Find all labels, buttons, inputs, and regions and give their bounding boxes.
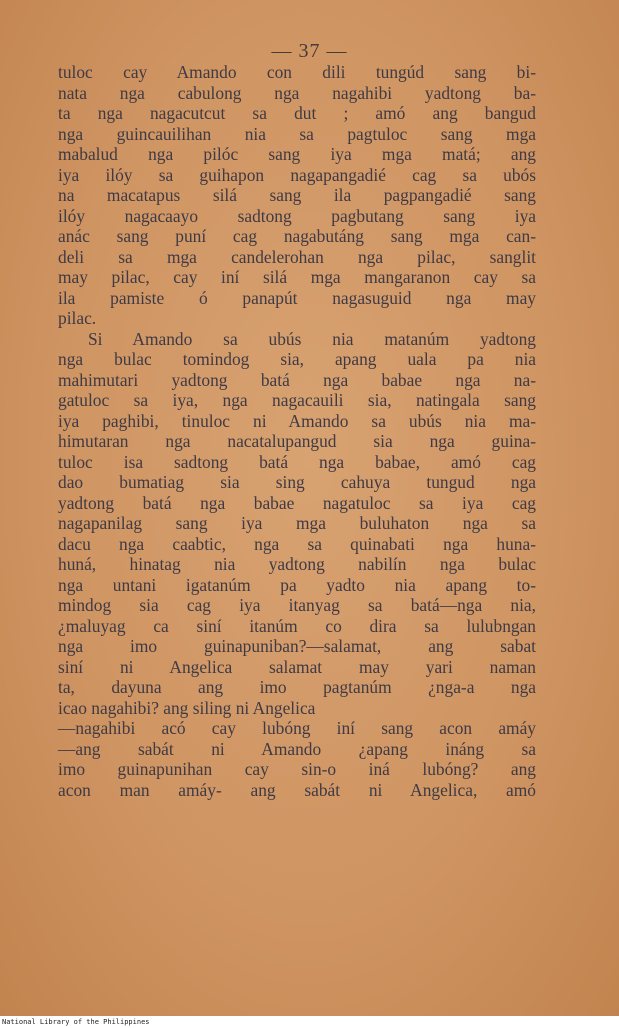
- text-line: siní ni Angelica salamat may yari naman: [58, 656, 536, 677]
- text-line: nga bulac tomindog sia, apang uala pa nia: [58, 349, 536, 369]
- text-line: iya paghibi, tinuloc ni Amando sa ubús nia ma-: [58, 410, 536, 431]
- text-line: —nagahibi acó cay lubóng iní sang acon amáy: [58, 718, 536, 738]
- text-line: Si Amando sa ubús nia matanúm yadtong: [88, 328, 536, 349]
- text-line: ilóy nagacaayo sadtong pagbutang sang iya: [58, 205, 536, 226]
- text-line: ¿maluyag ca siní itanúm co dira sa lulubngan: [58, 615, 536, 636]
- text-line: tuloc cay Amando con dili tungúd sang bi-: [58, 62, 536, 82]
- text-line: yadtong batá nga babae nagatuloc sa iya cag: [58, 492, 536, 513]
- text-line: nga guincauilihan nia sa pagtuloc sang mga: [58, 123, 536, 144]
- body-text: [58, 62, 536, 800]
- text-line: anác sang puní cag nagabutáng sang mga can-: [58, 226, 536, 246]
- text-line: na macatapus silá sang ila pagpangadié sang: [58, 185, 536, 205]
- text-line: nata nga cabulong nga nagahibi yadtong ba-: [58, 82, 536, 103]
- text-line: ta, dayuna ang imo pagtanúm ¿nga-a nga: [58, 677, 536, 697]
- text-line: pilac.: [58, 308, 97, 328]
- text-line: nagapanilag sang iya mga buluhaton nga sa: [58, 513, 536, 533]
- text-line: mindog sia cag iya itanyag sa batá—nga nia,: [58, 595, 536, 615]
- text-line: icao nagahibi? ang siling ni Angelica: [58, 697, 316, 718]
- text-line: gatuloc sa iya, nga nagacauili sia, natingala sang: [58, 390, 536, 410]
- text-line: himutaran nga nacatalupangud sia nga guina-: [58, 431, 536, 451]
- text-line: iya ilóy sa guihapon nagapangadié cag sa ubós: [58, 164, 536, 185]
- text-line: mabalud nga pilóc sang iya mga matá; ang: [58, 144, 536, 164]
- text-line: ila pamiste ó panapút nagasuguid nga may: [58, 287, 536, 308]
- text-line: deli sa mga candelerohan nga pilac, sanglit: [58, 246, 536, 267]
- text-line: tuloc isa sadtong batá nga babae, amó cag: [58, 451, 536, 472]
- page-number: — 37 —: [271, 40, 348, 62]
- text-line: ta nga nagacutcut sa dut ; amó ang bangud: [58, 103, 536, 123]
- footer-credit: National Library of the Philippines: [2, 1018, 150, 1026]
- text-line: dacu nga caabtic, nga sa quinabati nga huna-: [58, 533, 536, 554]
- text-line: huná, hinatag nia yadtong nabilín nga bulac: [58, 554, 536, 574]
- text-line: may pilac, cay iní silá mga mangaranon cay sa: [58, 267, 536, 287]
- text-line: —ang sabát ni Amando ¿apang ináng sa: [58, 738, 536, 759]
- text-line: dao bumatiag sia sing cahuya tungud nga: [58, 472, 536, 492]
- text-line: mahimutari yadtong batá nga babae nga na-: [58, 369, 536, 390]
- text-line: acon man amáy- ang sabát ni Angelica, amó: [58, 779, 536, 800]
- text-line: nga untani igatanúm pa yadto nia apang to-: [58, 574, 536, 595]
- text-line: nga imo guinapuniban?—salamat, ang sabat: [58, 636, 536, 656]
- text-line: imo guinapunihan cay sin-o iná lubóng? ang: [58, 759, 536, 779]
